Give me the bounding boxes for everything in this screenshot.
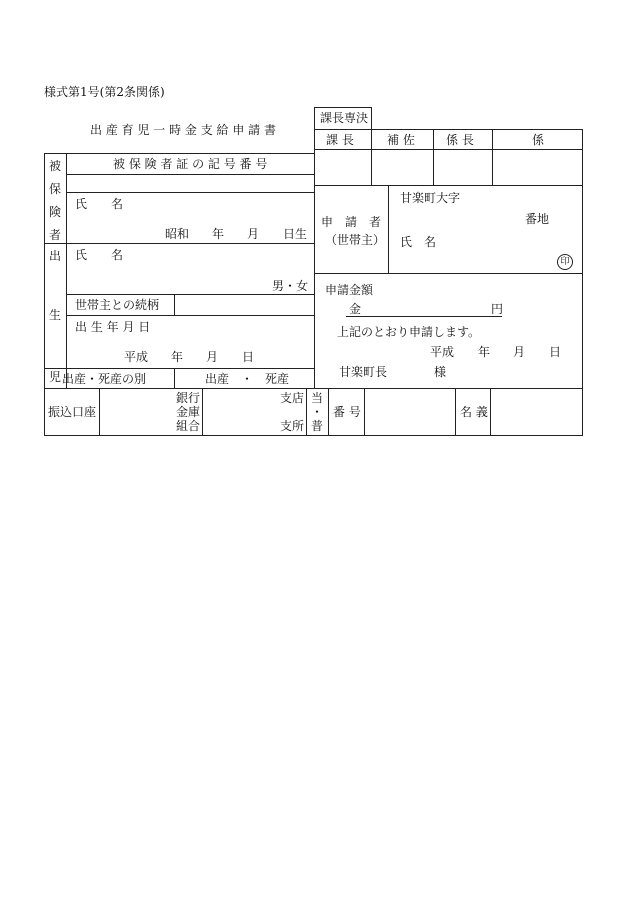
insured-dob-month: 月: [247, 227, 260, 241]
form-number: 様式第1号(第2条関係): [44, 85, 165, 99]
branch-shiten: 支店: [280, 391, 305, 405]
branch-shisho: 支所: [280, 419, 305, 433]
insured-dob-era: 昭和: [165, 227, 190, 241]
account-number-field[interactable]: [367, 391, 453, 433]
addressee-sama: 様: [434, 365, 447, 379]
approval-col-kacho: 課 長: [326, 133, 354, 147]
account-number-label: 番 号: [333, 405, 361, 419]
bank-name-field[interactable]: [102, 391, 172, 433]
approval-col-hosa: 補 佐: [387, 133, 415, 147]
child-birth-day: 日: [242, 350, 255, 364]
approval-col-kakaricho: 係 長: [446, 133, 474, 147]
applicant-banchi: 番地: [525, 212, 550, 226]
amount-field[interactable]: [364, 300, 488, 315]
child-relation-field[interactable]: [177, 297, 311, 313]
child-birth-month: 月: [206, 350, 219, 364]
insured-name-label: 氏 名: [75, 197, 124, 211]
insured-card-number-label: 被 保 険 者 証 の 記 号 番 号: [113, 157, 268, 171]
account-holder-field[interactable]: [493, 391, 580, 433]
application-date-era: 平成: [430, 345, 455, 359]
bank-type-kumiai: 組合: [176, 419, 201, 433]
child-relation-label: 世帯主との続柄: [75, 298, 160, 312]
amount-unit: 円: [491, 302, 504, 316]
child-birth-year: 年: [171, 350, 184, 364]
insured-dob-day: 日生: [283, 227, 308, 241]
branch-field[interactable]: [205, 391, 279, 433]
child-birth-era: 平成: [124, 350, 149, 364]
amount-label: 申請金額: [325, 283, 374, 297]
applicant-address-prefix: 甘楽町大字: [400, 191, 461, 205]
application-date-day: 日: [549, 345, 562, 359]
child-name-label: 氏 名: [75, 248, 124, 262]
child-sex-choice[interactable]: 男・女: [272, 279, 309, 293]
insured-name-field[interactable]: [130, 196, 310, 216]
applicant-sublabel: （世帯主）: [325, 233, 386, 247]
bank-type-kinko: 金庫: [176, 405, 201, 419]
child-birth-date-label: 出 生 年 月 日: [75, 320, 151, 334]
amount-underline: [346, 316, 502, 317]
bank-type-ginko: 銀行: [176, 391, 201, 405]
application-date-month: 月: [513, 345, 526, 359]
applicant-name-field[interactable]: [440, 232, 550, 252]
account-holder-label: 名 義: [460, 405, 488, 419]
child-birth-death-label: 出産・死産の別: [62, 372, 147, 386]
form-title: 出 産 育 児 一 時 金 支 給 申 請 書: [90, 123, 276, 137]
insured-dob-year: 年: [212, 227, 225, 241]
approval-header: 課長専決: [320, 111, 369, 125]
approval-col-kakari: 係: [532, 133, 545, 147]
declaration-statement: 上記のとおり申請します。: [337, 325, 481, 339]
application-date-year: 年: [478, 345, 491, 359]
insured-card-number-field[interactable]: [68, 176, 312, 190]
child-birth-death-choice[interactable]: 出産 ・ 死産: [205, 372, 290, 386]
seal-icon: 印: [557, 254, 573, 270]
amount-prefix: 金: [349, 302, 362, 316]
applicant-label: 申 請 者: [321, 215, 382, 229]
addressee: 甘楽町長: [339, 365, 388, 379]
child-name-field[interactable]: [130, 247, 310, 267]
bank-label: 振込口座: [48, 405, 97, 419]
applicant-name-label: 氏 名: [400, 235, 437, 249]
